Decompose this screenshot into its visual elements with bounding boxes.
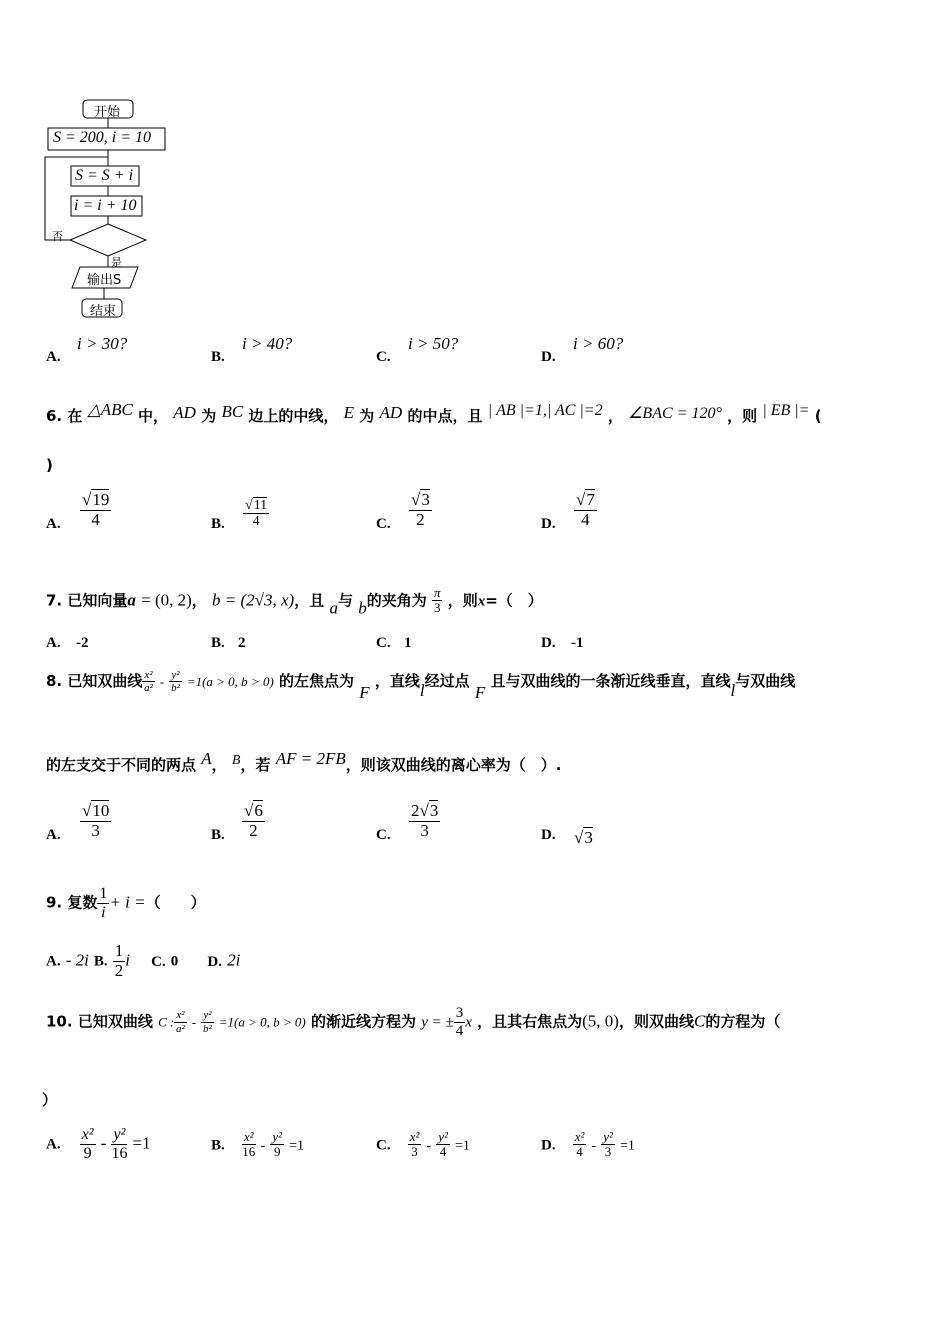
q7-text: 与 — [337, 591, 353, 610]
q10-condition: =1(a > 0, b > 0) — [218, 1014, 306, 1030]
denominator: 2 — [249, 820, 258, 840]
q6-option-b-label: B. — [211, 516, 225, 532]
q8-number: 8. — [46, 672, 63, 691]
q10-option-c — [376, 1130, 470, 1160]
denominator: a² — [144, 682, 153, 695]
q6-text: 为 — [201, 407, 217, 425]
q6-option-b: $\frac{√11}{4}$ — [245, 498, 268, 530]
q5-option-a: i > 30? — [77, 334, 128, 353]
q6-ad: AD — [173, 403, 196, 422]
q6-stem — [46, 400, 822, 426]
denominator: 4 — [91, 509, 100, 529]
q8-f: F — [474, 683, 486, 703]
q7-option-c: 1 — [404, 635, 412, 651]
denominator: 4 — [439, 1144, 447, 1160]
denominator: 4 — [576, 1144, 583, 1160]
q9-option-b-i: i — [125, 950, 131, 970]
q8-y-frac — [169, 669, 181, 694]
q7-a-value: = (0, 2) — [141, 590, 192, 610]
minus: - — [260, 1138, 266, 1154]
q8-l: l — [730, 681, 736, 701]
q7-option-d-label: D. — [541, 635, 556, 651]
q5-option-c-label: C. — [376, 349, 391, 365]
q10-stem — [46, 1005, 780, 1039]
q6-e: E — [343, 403, 355, 422]
q7-option-a: -2 — [76, 635, 89, 651]
minus: - — [100, 1133, 107, 1153]
y-frac — [436, 1130, 450, 1160]
q7-option-d: -1 — [571, 635, 584, 651]
q9-text: 复数 — [67, 893, 98, 912]
denominator: b² — [203, 1022, 212, 1035]
q7-b-value: b = (2√3, x) — [212, 590, 295, 610]
denominator: 4 — [581, 509, 590, 529]
denominator: 3 — [420, 820, 429, 840]
q8-condition: =1(a > 0, b > 0) — [186, 674, 274, 690]
denominator: a² — [176, 1022, 185, 1035]
q9-option-b-label: B. — [93, 953, 108, 970]
q8-stem-line2 — [46, 749, 561, 775]
q6-bc: BC — [221, 402, 244, 421]
q7-text: 已知向量 — [67, 591, 128, 610]
q8-text: 的左焦点为 — [279, 672, 355, 691]
q8-text: ，则该双曲线的离心率为（ ）. — [345, 756, 562, 774]
q5-option-a-label: A. — [46, 349, 61, 365]
q5-option-d-label: D. — [541, 349, 556, 365]
denominator: 4 — [252, 514, 260, 530]
q8-option-b: $\frac{√6}{2}$ — [244, 801, 263, 840]
q10-option-a — [46, 1126, 151, 1162]
y-frac — [270, 1130, 284, 1160]
q7-a: a — [329, 598, 338, 618]
q9-option-b — [113, 942, 126, 980]
numerator: x² — [144, 669, 153, 681]
numerator: π — [433, 585, 441, 600]
q8-a: A — [201, 749, 212, 768]
x-frac — [408, 1130, 422, 1160]
q8-x-frac — [142, 669, 154, 694]
q9-stem — [46, 885, 206, 921]
q9-option-d: 2i — [227, 950, 241, 970]
q8-minus: - — [159, 674, 165, 690]
numerator: x² — [81, 1126, 94, 1143]
q6-text: 在 — [67, 407, 83, 425]
q5-option-c: i > 50? — [408, 334, 459, 353]
q9-text: （ ） — [145, 893, 206, 912]
denominator: 3 — [411, 1144, 418, 1160]
option-label: B. — [211, 1137, 225, 1154]
q8-text: 与双曲线 — [735, 672, 796, 691]
q8-stem-line1 — [46, 669, 795, 703]
denominator: i — [101, 903, 106, 921]
radicand: 11 — [253, 498, 268, 513]
q6-text: 的中点，且 — [407, 407, 483, 425]
x-frac — [80, 1126, 96, 1162]
q8-option-a-label: A. — [46, 827, 61, 843]
q8-option-c: $\frac{2√3}{3}$ — [411, 801, 439, 840]
q8-text: 经过点 — [424, 672, 470, 691]
radicand: 7 — [586, 490, 595, 509]
equals: =1 — [454, 1138, 470, 1154]
option-label: A. — [46, 1136, 61, 1153]
q10-text: 的方程为（ — [705, 1012, 781, 1031]
q6-paren: ( — [814, 407, 822, 425]
q6-text: 边上的中线， — [248, 407, 339, 425]
flowchart-yes-label: 是 — [111, 256, 122, 269]
q6-text: ，则 — [727, 407, 758, 425]
radicand: 3 — [584, 828, 593, 847]
x-frac — [573, 1130, 587, 1160]
q10-x-frac — [174, 1009, 186, 1034]
q6-paren-close: ) — [46, 456, 53, 474]
q7-text: =（ ） — [485, 591, 543, 610]
y-frac — [601, 1130, 615, 1160]
numerator: 1 — [99, 885, 108, 902]
q10-text: ，则双曲线 — [618, 1012, 694, 1031]
y-frac — [111, 1126, 127, 1162]
q8-f: F — [359, 683, 370, 703]
q7-text: ，则 — [447, 591, 478, 610]
q7-vector-a: a — [127, 590, 136, 610]
flowchart-no-label: 否 — [52, 230, 63, 243]
q10-number: 10. — [46, 1012, 73, 1031]
q10-focus: (5, 0) — [582, 1011, 619, 1031]
radicand: 3 — [429, 801, 439, 820]
denominator: b² — [171, 682, 180, 695]
coefficient: 2 — [411, 801, 420, 820]
numerator: y² — [438, 1129, 448, 1144]
q7-b: b — [358, 598, 367, 618]
q5-option-b: i > 40? — [242, 334, 293, 353]
radicand: 19 — [92, 490, 110, 509]
denominator: 9 — [273, 1144, 281, 1160]
q6-number: 6. — [46, 407, 63, 425]
q10-slope — [454, 1005, 466, 1039]
q10-x: x — [465, 1014, 472, 1031]
q8-text: ，若 — [240, 756, 271, 774]
q10-y-eq: y = ± — [421, 1014, 454, 1031]
numerator: x² — [176, 1009, 185, 1022]
q6-text: 中， — [138, 407, 169, 425]
q8-option-c-label: C. — [376, 827, 391, 843]
q9-options — [46, 942, 240, 980]
q6-condition: | AB |=1,| AC |=2 — [487, 402, 603, 419]
q8-option-d: √3 — [574, 828, 593, 847]
q8-text: ，直线 — [374, 672, 420, 691]
option-label: D. — [541, 1137, 556, 1154]
q8-text: 的左支交于不同的两点 — [46, 756, 197, 774]
numerator: 1 — [114, 941, 124, 960]
q10-c: C — [693, 1011, 706, 1031]
denominator: 16 — [111, 1144, 128, 1162]
equals: =1 — [289, 1138, 305, 1154]
q7-number: 7. — [46, 591, 63, 610]
radicand: 6 — [254, 801, 263, 820]
q5-option-b-label: B. — [211, 349, 225, 365]
q10-paren-close: ） — [42, 1091, 58, 1109]
q7-text: ，且 — [294, 591, 325, 610]
denominator: 9 — [83, 1144, 92, 1162]
numerator: y² — [111, 1126, 127, 1145]
flowchart-start: 开始 — [94, 105, 121, 120]
numerator: x² — [409, 1129, 420, 1144]
flowchart-step1: S = S + i — [75, 167, 134, 184]
q9-frac — [97, 885, 109, 921]
q10-text: 的渐近线方程为 — [310, 1012, 416, 1031]
flowchart-init: S = 200, i = 10 — [53, 129, 152, 146]
denominator: 2 — [114, 960, 124, 980]
q7-option-b-label: B. — [211, 635, 225, 651]
q6-option-a-label: A. — [46, 516, 61, 532]
flowchart-end: 结束 — [90, 304, 117, 319]
q8-option-a: $\frac{√10}{3}$ — [82, 801, 110, 840]
q6-option-c: $\frac{√3}{2}$ — [411, 490, 430, 529]
q9-number: 9. — [46, 893, 63, 912]
minus: - — [591, 1138, 597, 1154]
q10-minus: - — [191, 1014, 197, 1030]
numerator: y² — [171, 669, 180, 681]
equals: =1 — [132, 1133, 151, 1153]
q10-option-b — [211, 1130, 304, 1160]
q8-option-b-label: B. — [211, 827, 225, 843]
q7-option-c-label: C. — [376, 635, 391, 651]
flowchart-step2: i = i + 10 — [74, 197, 137, 214]
q7-text: ， — [191, 591, 207, 610]
q6-option-d: $\frac{√7}{4}$ — [576, 490, 595, 529]
numerator: y² — [603, 1129, 613, 1144]
q7-option-b: 2 — [238, 635, 246, 651]
q8-text: ， — [211, 756, 227, 774]
q6-angle: ∠BAC = 120° — [628, 405, 722, 422]
numerator: y² — [203, 1009, 212, 1022]
q6-option-d-label: D. — [541, 516, 556, 532]
denominator: 3 — [91, 820, 100, 840]
q7-text: 的夹角为 — [366, 591, 427, 610]
numerator: y² — [272, 1129, 283, 1144]
q8-text: 且与双曲线的一条渐近线垂直，直线 — [490, 672, 731, 691]
q6-triangle: △ABC — [87, 400, 133, 419]
q7-x: x — [477, 593, 486, 610]
q5-option-d: i > 60? — [573, 334, 624, 353]
denominator: 2 — [416, 509, 425, 529]
q6-text: 为 — [359, 407, 375, 425]
q9-plus-i: + i = — [109, 892, 146, 912]
numerator: x² — [574, 1129, 585, 1144]
q9-option-a-label: A. — [46, 953, 61, 970]
q6-ad: AD — [379, 403, 403, 422]
q10-text: 已知双曲线 — [77, 1012, 153, 1031]
q7-angle — [432, 586, 443, 616]
option-label: C. — [376, 1137, 391, 1154]
flowchart-output: 输出S — [87, 273, 122, 288]
minus: - — [426, 1138, 432, 1154]
equals: =1 — [619, 1138, 635, 1154]
q6-option-a: $\frac{√19}{4}$ — [82, 490, 110, 529]
q6-text: ， — [607, 407, 623, 425]
q8-option-d-label: D. — [541, 827, 556, 843]
q7-stem — [46, 586, 543, 618]
q10-text: ，且其右焦点为 — [477, 1012, 583, 1031]
denominator: 3 — [433, 600, 441, 616]
q10-y-frac — [201, 1009, 213, 1034]
q8-text: 已知双曲线 — [67, 672, 143, 691]
x-frac — [242, 1130, 256, 1160]
radicand: 3 — [421, 490, 430, 509]
denominator: 16 — [242, 1144, 256, 1160]
q10-c: C : — [158, 1014, 175, 1030]
q8-relation: AF = 2FB — [275, 749, 346, 768]
denominator: 4 — [455, 1022, 464, 1039]
q9-option-d-label: D. — [207, 953, 222, 970]
q7-option-a-label: A. — [46, 635, 61, 651]
denominator: 3 — [604, 1144, 612, 1160]
numerator: x² — [243, 1129, 254, 1144]
q9-option-c-label: C. — [151, 953, 166, 970]
q6-eb: | EB |= — [762, 402, 810, 419]
q9-option-c: 0 — [170, 953, 179, 970]
numerator: 3 — [455, 1005, 464, 1021]
q6-option-c-label: C. — [376, 516, 391, 532]
q8-l: l — [419, 681, 425, 701]
q10-option-d — [541, 1130, 635, 1160]
q9-option-a: - 2i — [65, 950, 89, 970]
radicand: 10 — [92, 801, 110, 820]
q8-b: B — [231, 753, 241, 768]
